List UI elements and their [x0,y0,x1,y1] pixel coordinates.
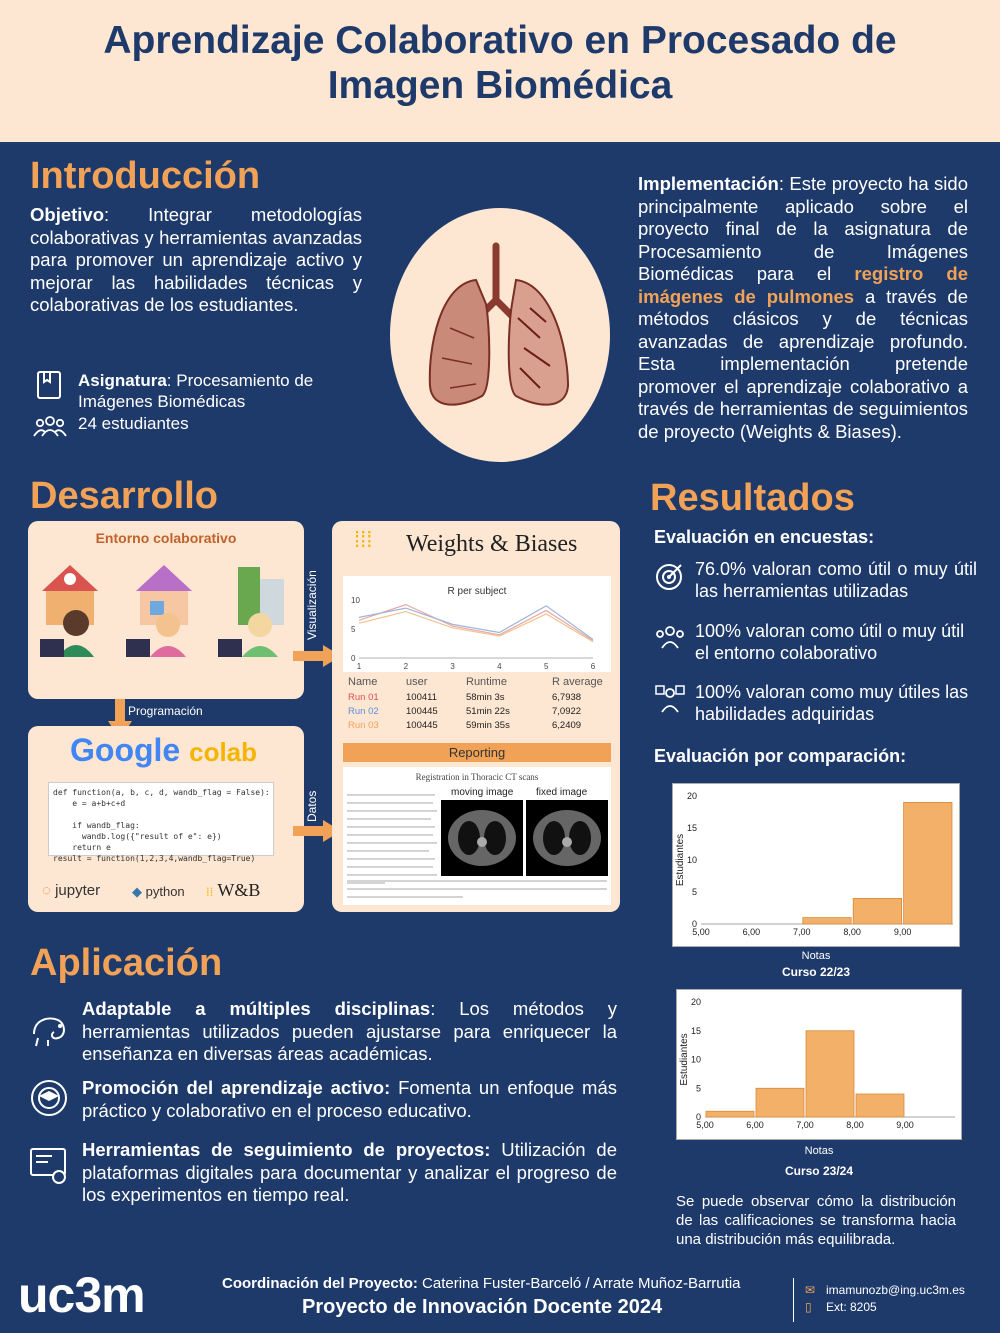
report-text-lines-bottom [343,877,611,903]
chart-ytick: 15 [686,823,697,833]
table-row [348,720,612,734]
lungs-icon [390,208,610,462]
histogram-bar [856,1094,904,1117]
wandb-dots-icon: ⁞⁞⁞ [354,527,373,552]
app-item-3-text: Utilización de plataformas digitales para documentar y analizar el progreso de los experimentos en tiempo real. [82,1139,618,1205]
app-item-1-text: : Los métodos y herramientas utilizados pueden ajustarse para enriquecer la enseñanza en diversas áreas académicas. [82,998,617,1064]
fixed-image-label: fixed image [536,787,588,798]
programming-label: Programación [128,704,203,718]
chart-ytick: 5 [691,887,697,897]
chart-xtick: 9,00 [893,927,912,937]
chart-ytick: 20 [686,791,697,801]
chart-ytick: 10 [686,855,697,865]
histogram-bar [806,1031,854,1117]
chameleon-icon [28,1010,70,1055]
table-cell: 6,2409 [552,720,582,731]
implementation-highlight: registro de imágenes de pulmones [638,263,968,307]
subject-info [78,370,338,412]
chart-ytick: 5 [695,1083,701,1094]
desarrollo-heading: Desarrollo [30,475,218,517]
moving-image-label: moving image [451,787,514,798]
chart-xtick: 6,00 [746,1120,764,1130]
subject-text: : Procesamiento de Imágenes Biomédicas [78,371,314,411]
chart-ytick: 0 [691,919,697,929]
jupyter-text: jupyter [55,882,101,899]
poster-header [0,0,1000,142]
coordination-label: Coordinación del Proyecto: [222,1275,418,1292]
table-cell: 7,0922 [552,706,582,717]
chart-course-2324 [676,989,962,1140]
chart-xtick: 6,00 [742,927,761,937]
runs-table-header [348,676,612,692]
histogram-bar [756,1088,804,1117]
comparison-title: Evaluación por comparación: [654,746,907,766]
collaborative-environment-panel [28,521,304,699]
chart-xtick: 9,00 [896,1120,914,1130]
colab-word: colab [189,737,258,767]
code-snippet-box [48,782,274,863]
r-plot-xtick: 5 [543,662,549,671]
r-plot-ytick: 10 [351,596,360,605]
subject-label: Asignatura [78,371,167,390]
r-plot-xtick: 2 [403,662,409,671]
app-item-3-label: Herramientas de seguimiento de proyectos: [82,1139,491,1160]
chart-ytick: 15 [690,1025,701,1036]
histogram-2324 [677,990,963,1141]
chart-ytick: 20 [690,997,701,1007]
chart-xtick: 7,00 [796,1120,814,1130]
graduation-target-icon [28,1078,70,1123]
table-cell: Run 01 [348,692,379,703]
chart1-xlabel: Notas [801,950,831,962]
r-plot-xtick: 4 [497,662,502,671]
runs-table-header-cell: Runtime [466,676,507,688]
r-plot-series-line [359,612,593,642]
table-cell: 51min 22s [466,706,510,717]
table-cell: 6,7938 [552,692,582,703]
chart2-xlabel: Notas [804,1145,834,1157]
runs-table [348,676,612,734]
project-name: Proyecto de Innovación Docente 2024 [302,1296,663,1318]
table-cell: 100411 [406,692,437,703]
runs-table-header-cell: user [406,676,428,688]
table-cell: Run 03 [348,720,379,731]
chart-xtick: 7,00 [793,927,811,937]
app-item-3 [82,1139,617,1207]
results-conclusion: Se puede observar cómo la distribución de las calificaciones se transforma hacia una distribución más equilibrada. [676,1193,956,1248]
r-plot-ytick: 5 [351,625,356,634]
implementation-label: Implementación [638,173,779,194]
chart-xtick: 8,00 [846,1120,864,1130]
table-cell: 58min 3s [466,692,505,703]
chart-course-2223 [672,783,960,947]
survey-title: Evaluación en encuestas: [654,527,875,547]
histogram-bar [904,802,952,924]
poster-title: Aprendizaje Colaborativo en Procesado de Imagen Biomédica [103,19,897,107]
uc3m-logo: uc3m [18,1267,145,1323]
wandb-title: Weights & Biases [406,531,578,557]
r-plot-xtick: 6 [590,662,596,671]
r-plot-title: R per subject [447,586,507,597]
chart-xtick: 5,00 [692,927,710,937]
students-count: 24 estudiantes [78,414,189,433]
implementation-text-1: : Este proyecto ha sido principalmente aplicado sobre el proyecto final de la asignatura de Procesamiento de Imágenes Biomédicas para el [638,173,968,284]
reporting-bar: Reporting [343,743,611,762]
table-cell: 100445 [406,706,438,717]
chart-ylabel: Estudiantes [679,1033,690,1086]
visualization-label: Visualización [305,570,319,640]
chart2-title: Curso 23/24 [784,1164,854,1178]
google-word: Google [70,732,181,768]
aplicacion-heading: Aplicación [30,942,223,984]
resultados-heading: Resultados [650,477,855,519]
report-title: Registration in Thoracic CT scans [415,772,539,782]
r-plot-xtick: 1 [356,662,362,671]
wandb-small-logo: ⁞⁞ W&B [206,880,261,900]
histogram-bar [706,1111,754,1117]
r-plot-series-line [359,606,593,640]
app-item-1 [82,998,617,1066]
histogram-bar [853,898,901,924]
target-icon [654,562,684,597]
table-cell: Run 02 [348,706,379,717]
intro-objective [30,204,362,317]
r-plot-xtick: 3 [450,662,455,671]
implementation-text-2: a través de métodos clásicos y de técnicas avanzadas de aprendizaje profundo. Esta implementación pretende promover el aprendizaje colaborativo a través de herramientas de seguimientos de proyecto (Weights & Biases). [638,285,968,442]
jupyter-logo: ◌ jupyter [42,882,101,899]
lungs-illustration [390,208,610,462]
objective-text: : Integrar metodologías colaborativas y herramientas avanzadas para promover un aprendizaje activo y mejorar las habilidades técnicas y colaborativas de los estudiantes. [30,204,362,315]
code-snippet: def function(a, b, c, d, wandb_flag = False): e = a+b+c+d if wandb_flag: wandb.log({"result of e": e}) return e result = function(1,2,3,4,wandb_flag=True) [53,788,270,863]
survey-item-1: 76.0% valoran como útil o muy útil las herramientas utilizadas [695,559,977,601]
students-icon [32,414,68,443]
wandb-panel [332,521,620,912]
app-item-2 [82,1077,617,1122]
app-item-1-label: Adaptable a múltiples disciplinas [82,998,431,1019]
survey-item-3: 100% valoran como muy útiles las habilidades adquiridas [695,682,969,724]
app-item-2-label: Promoción del aprendizaje activo: [82,1077,391,1098]
histogram-2223 [673,784,961,948]
data-label: Datos [305,790,319,822]
group-icon [654,624,686,655]
survey-item-2: 100% valoran como útil o muy útil el entorno colaborativo [695,621,965,663]
book-icon [34,370,64,405]
chart-xtick: 5,00 [696,1120,714,1130]
chart1-title: Curso 22/23 [781,965,851,979]
intro-heading: Introducción [30,155,261,197]
fixed-ct-image [526,800,608,876]
chart-ytick: 0 [695,1112,701,1122]
coordination [222,1275,741,1292]
table-cell: 100445 [406,720,438,731]
coordinators: Caterina Fuster-Barceló / Arrate Muñoz-Barrutia [422,1275,741,1292]
chart-ylabel: Estudiantes [675,833,686,887]
table-cell: 59min 35s [466,720,510,731]
r-plot-svg [343,576,611,672]
dashboard-gear-icon [28,1146,70,1191]
runs-table-body [348,692,612,734]
skills-network-icon [654,684,686,721]
env-title: Entorno colaborativo [95,530,237,546]
python-logo: ◆ python [132,884,185,899]
python-text: python [145,884,185,899]
r-plot-ytick: 0 [351,654,356,663]
implementation-text [638,173,968,443]
r-plot [343,576,611,672]
wandb-small-text: W&B [217,880,261,900]
colab-panel [28,726,304,912]
footer-divider [793,1278,794,1322]
objective-label: Objetivo [30,204,105,225]
table-row [348,692,612,706]
people-houses-icon [28,557,304,697]
chart-xtick: 8,00 [843,927,861,937]
mail-icon: ✉ [805,1283,816,1297]
moving-ct-image [441,800,523,876]
runs-table-header-cell: Name [348,676,378,688]
phone-icon: ▯ [805,1300,812,1314]
chart-ytick: 10 [690,1054,701,1065]
table-row [348,706,612,720]
contact-email[interactable]: imamunozb@ing.uc3m.es [826,1283,965,1297]
google-colab-logo [70,732,257,769]
contact-ext: Ext: 8205 [826,1300,877,1314]
report-card [343,767,611,905]
runs-table-header-cell: R average [552,676,603,688]
report-text-lines [345,791,441,891]
histogram-bar [803,918,851,924]
app-item-2-text: Fomenta un enfoque más práctico y colaborativo en el proceso educativo. [82,1077,617,1121]
